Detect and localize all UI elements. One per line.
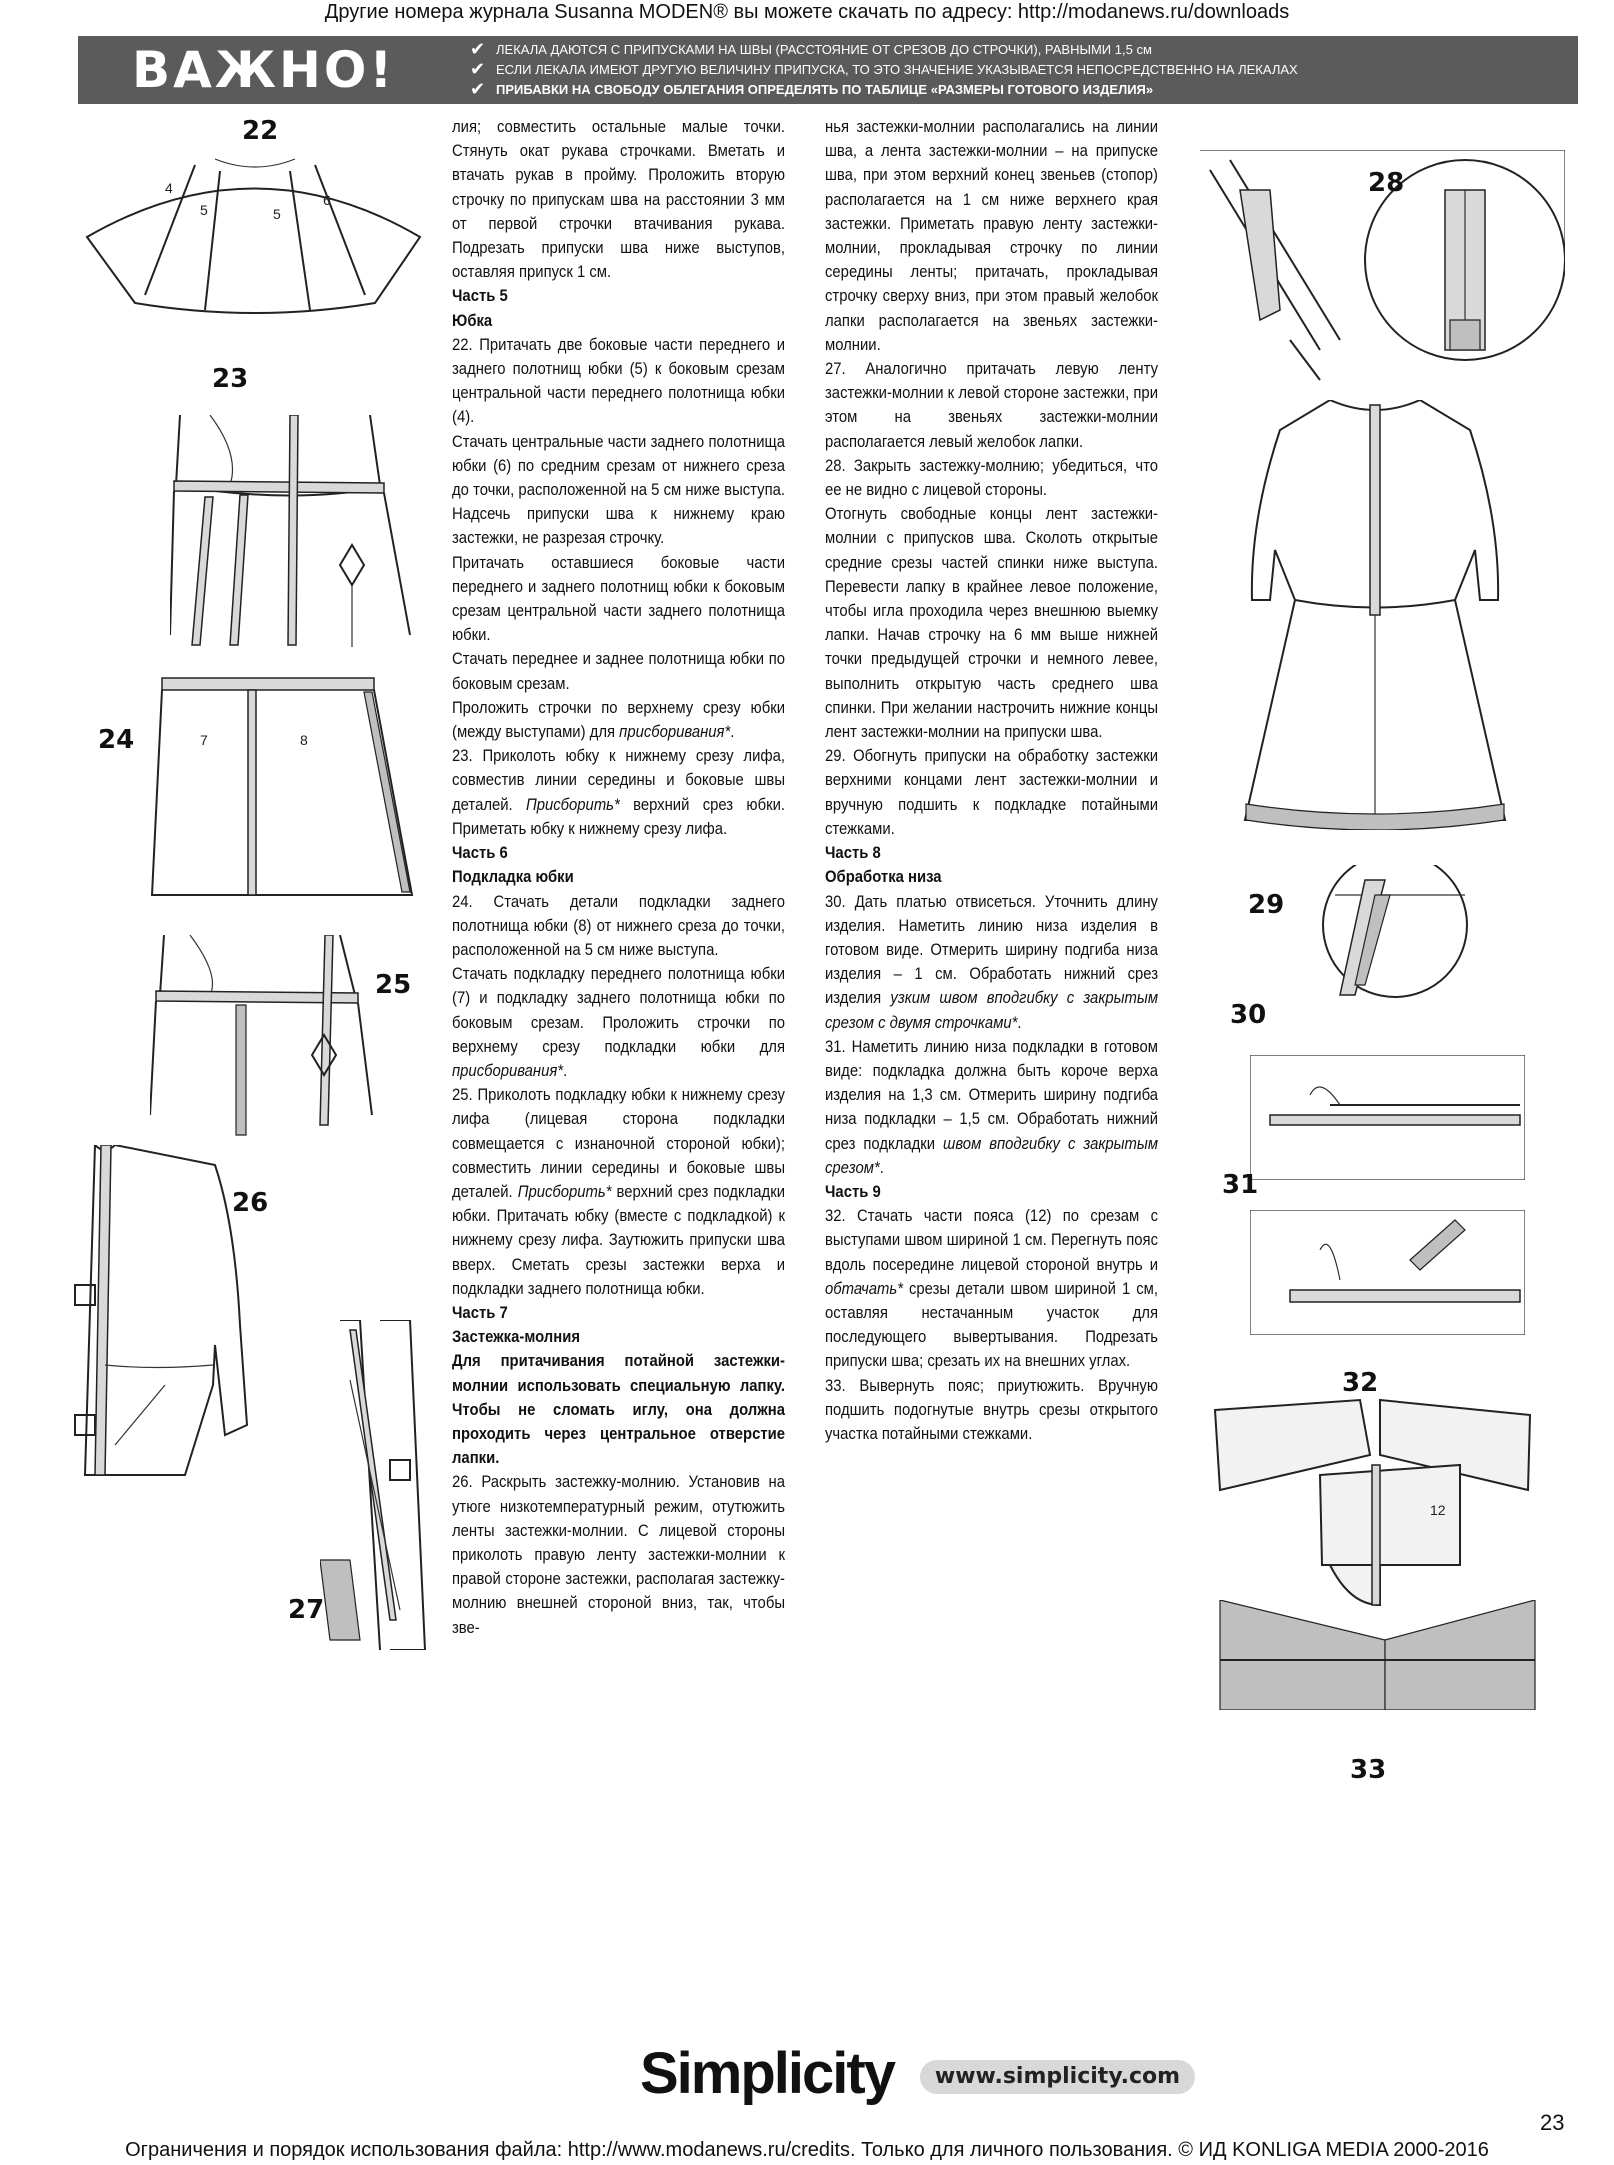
figure-number-24: 24	[98, 725, 135, 755]
figure-33-finished-waistband	[1215, 1600, 1540, 1710]
text-run: 31. Наметить линию низа подкладки в готовом виде: подкладка должна быть короче верха изделия на 1,3 см. Отмерить ширину подгиба низа подкладки – 1,5 см. Обработать нижний срез подкладки	[825, 1037, 1158, 1153]
text-run: .	[1017, 1013, 1022, 1032]
section-heading: Часть 6	[452, 844, 508, 863]
section-subheading: Обработка низа	[825, 868, 942, 887]
glossary-term: узким швом вподгибку с закрытым срезом с двумя строчками*	[825, 989, 1158, 1032]
text-run: .	[563, 1061, 568, 1080]
paragraph: 33. Вывернуть пояс; приутюжить. Вручную подшить подогнутые внутрь срезы открытого участка потайными стежками.	[825, 1376, 1158, 1443]
figure-number-25: 25	[375, 970, 412, 1000]
figure-number-30: 30	[1230, 1000, 1267, 1030]
glossary-term: Присборить*	[525, 795, 620, 814]
text-run: .	[879, 1158, 884, 1177]
paragraph	[452, 744, 785, 841]
text-run: верхний срез подкладки юбки. Притачать юбку (вместе с подкладкой) к нижнему срезу лифа. Заутюжить припуски шва вверх. Сметать срезы застежки верха и подкладки заднего полотнища юбки.	[452, 1182, 786, 1298]
banner-note	[470, 79, 1570, 99]
figure-24-skirt-lining	[150, 670, 420, 910]
important-banner	[78, 36, 1578, 104]
paragraph: 28. Закрыть застежку-молнию; убедиться, что ее не видно с лицевой стороны.	[825, 456, 1158, 500]
paragraph: Притачать оставшиеся боковые части переднего и заднего полотнищ юбки к боковым срезам центральной части заднего полотнища юбки.	[452, 553, 785, 645]
figure-29-hand-stitching	[1295, 865, 1525, 1015]
paragraph	[452, 1083, 785, 1301]
simplicity-url[interactable]: www.simplicity.com	[920, 2060, 1195, 2094]
paragraph: 22. Притачать две боковые части переднего и заднего полотнищ юбки (5) к боковым срезам центральной части переднего полотнища юбки (4).	[452, 335, 785, 427]
piece-label: 4	[165, 180, 173, 196]
glossary-term: обтачать*	[825, 1279, 903, 1298]
piece-label: 5	[200, 202, 208, 218]
paragraph: 27. Аналогично притачать левую ленту застежки-молнии к левой стороне застежки, при этом на звеньях застежки-молнии располагается левый желобок лапки.	[825, 360, 1158, 451]
section-heading: Часть 9	[825, 1182, 881, 1201]
figure-30-narrow-hem	[1250, 1055, 1525, 1180]
text-run: 25. Приколоть подкладку юбки к нижнему срезу лифа (лицевая сторона подкладки совмещается с изнаночной стороной юбки); совместить линии середины и боковые швы деталей.	[452, 1086, 785, 1201]
figure-23-bodice-skirt-join	[170, 415, 425, 650]
check-icon: ✔	[470, 78, 486, 100]
text-column-2	[825, 115, 1158, 1446]
figure-27-zipper-stitching	[320, 1320, 435, 1650]
text-run: 30. Дать платью отвисеться. Уточнить длину изделия. Наметить линию низа изделия в готовом виде. Отмерить ширину подгиба низа изделия – 1 см. Обработать нижний срез изделия	[825, 892, 1158, 1008]
figure-number-32: 32	[1342, 1368, 1379, 1398]
glossary-term: Присборить*	[517, 1182, 612, 1201]
figure-32-waistband-pieces	[1210, 1395, 1540, 1615]
banner-note	[470, 39, 1570, 59]
check-icon: ✔	[470, 58, 486, 80]
glossary-term: швом вподгибку с закрытым срезом*	[825, 1134, 1159, 1177]
paragraph	[452, 962, 785, 1083]
text-run: верхний срез юбки. Приметать юбку к нижнему срезу лифа.	[452, 795, 785, 838]
footer-credits-note: Ограничения и порядок использования файла: http://www.modanews.ru/credits. Только для личного пользования. © ИД KONLIGA MEDIA 2000-2016	[125, 2139, 1489, 2161]
paragraph: Стачать центральные части заднего полотнища юбки (6) по средним срезам от нижнего среза до точки, расположенной на 5 см ниже выступа. Надсечь припуски шва к нижнему краю застежки, не разрезая строчку.	[452, 432, 785, 548]
section-heading: Часть 8	[825, 844, 881, 863]
piece-label: 7	[200, 732, 208, 748]
text-run: 32. Стачать части пояса (12) по срезам с выступами швом шириной 1 см. Перегнуть пояс вдоль посередине лицевой стороной внутрь и	[825, 1207, 1158, 1274]
warning-paragraph: Для притачивания потайной застежки-молнии использовать специальную лапку. Чтобы не сломать иглу, она должна проходить через центральное отверстие лапки.	[452, 1352, 785, 1468]
piece-label: 12	[1430, 1502, 1446, 1518]
banner-note-text: ПРИБАВКИ НА СВОБОДУ ОБЛЕГАНИЯ ОПРЕДЕЛЯТЬ ПО ТАБЛИЦЕ «РАЗМЕРЫ ГОТОВОГО ИЗДЕЛИЯ»	[496, 81, 1154, 97]
text-run: Стачать подкладку переднего полотнища юбки (7) и подкладку заднего полотнища юбки по боковым срезам. Проложить строчки по верхнему срезу подкладки юбки для	[452, 965, 785, 1056]
banner-note	[470, 59, 1570, 79]
figure-31-lining-hem	[1250, 1210, 1525, 1335]
glossary-term: присборивания*	[452, 1061, 564, 1080]
section-subheading: Подкладка юбки	[452, 868, 574, 887]
paragraph: Стачать переднее и заднее полотнища юбки по боковым срезам.	[452, 650, 785, 693]
text-run: Проложить строчки по верхнему срезу юбки (между выступами) для	[452, 698, 785, 742]
figure-28-dress-back-view	[1240, 400, 1510, 830]
header-download-note: Другие номера журнала Susanna MODEN® вы можете скачать по адресу: http://modanews.ru/downloads	[324, 1, 1290, 23]
section-subheading: Юбка	[452, 311, 493, 330]
paragraph	[452, 696, 785, 744]
banner-note-text: ЛЕКАЛА ДАЮТСЯ С ПРИПУСКАМИ НА ШВЫ (РАССТОЯНИЕ ОТ СРЕЗОВ ДО СТРОЧКИ), РАВНЫМИ 1,5 см	[496, 41, 1152, 57]
paragraph	[825, 890, 1158, 1035]
text-column-1	[452, 115, 785, 1640]
piece-label: 5	[273, 206, 281, 222]
paragraph: 29. Обогнуть припуски на обработку застежки верхними концами лент застежки-молнии и вручную подшить к подкладке потайными стежками.	[825, 747, 1158, 838]
paragraph	[825, 1035, 1158, 1180]
banner-note-text: ЕСЛИ ЛЕКАЛА ИМЕЮТ ДРУГУЮ ВЕЛИЧИНУ ПРИПУСКА, ТО ЭТО ЗНАЧЕНИЕ УКАЗЫВАЕТСЯ НЕПОСРЕДСТВЕННО НА ЛЕКАЛАХ	[496, 61, 1298, 77]
banner-title: ВАЖНО!	[132, 41, 396, 99]
page-number: 23	[1540, 2110, 1565, 2135]
glossary-term: присборивания*	[619, 723, 731, 742]
figure-number-23: 23	[212, 364, 249, 394]
figure-26-zipper-pinned	[65, 1145, 265, 1485]
piece-label: 6	[323, 192, 331, 208]
text-run: .	[730, 723, 735, 742]
section-heading: Часть 5	[452, 287, 508, 306]
paragraph	[825, 1204, 1158, 1373]
banner-notes	[470, 39, 1570, 99]
figure-number-33: 33	[1350, 1755, 1387, 1785]
paragraph: 24. Стачать детали подкладки заднего полотнища юбки (8) от нижнего среза до точки, расположенной на 5 см ниже выступа.	[452, 892, 785, 959]
paragraph: лия; совместить остальные малые точки. Стянуть окат рукава строчками. Вметать и втачать рукав в пройму. Проложить вторую строчку по припускам шва на расстоянии 3 мм от первой строчки втачивания рукава. Подрезать припуски шва ниже выступов, оставляя припуск 1 см.	[452, 118, 785, 282]
paragraph: 26. Раскрыть застежку-молнию. Установив на утюге низкотемпературный режим, отутюжить ленты застежки-молнии. С лицевой стороны приколоть правую ленту застежки-молнии к правой стороне застежки, располагая застежку-молнию внешней стороной вниз, так, чтобы зве-	[452, 1473, 785, 1637]
figure-number-27: 27	[288, 1595, 325, 1625]
figure-number-22: 22	[242, 116, 279, 146]
piece-label: 8	[300, 732, 308, 748]
text-run: 23. Приколоть юбку к нижнему срезу лифа, совместив линии середины и боковые швы деталей.	[452, 747, 785, 814]
paragraph: Отогнуть свободные концы лент застежки-молнии с припусков шва. Сколоть открытые средние срезы частей спинки ниже выступа. Перевести лапку в крайнее левое положение, чтобы игла проходила через внешнюю выемку лапки. Начав строчку на 6 мм выше нижней точки предыдущей строчки и немного левее, выполнить открытую часть среднего шва спинки. При желании настрочить нижние концы лент застежки-молнии на припуски шва.	[825, 505, 1158, 742]
check-icon: ✔	[470, 38, 486, 60]
text-run: срезы детали швом шириной 1 см, оставляя нестачанным участок для последующего вывертывания. Подрезать припуски шва; срезать их на внешних углах.	[825, 1279, 1158, 1371]
paragraph: нья застежки-молнии располагались на линии шва, а лента застежки-молнии – на припуске шва, при этом верхний конец звеньев (стопор) располагается на 1 см ниже верхнего края застежки. Приметать правую ленту застежки-молнии, прокладывая строчку по линии середины ленты; притачать, прокладывая строчку сверху вниз, при этом правый желобок лапки располагается на звеньях застежки-молнии.	[825, 118, 1158, 354]
figure-22-skirt-panels	[75, 145, 430, 315]
section-subheading: Застежка-молния	[452, 1328, 581, 1347]
figure-number-31: 31	[1222, 1170, 1259, 1200]
figure-number-29: 29	[1248, 890, 1285, 920]
figure-25-lining-attached	[150, 935, 380, 1140]
simplicity-logo: Simplicity	[640, 2041, 894, 2106]
figure-number-28: 28	[1368, 168, 1405, 198]
figure-number-26: 26	[232, 1188, 269, 1218]
section-heading: Часть 7	[452, 1303, 508, 1322]
